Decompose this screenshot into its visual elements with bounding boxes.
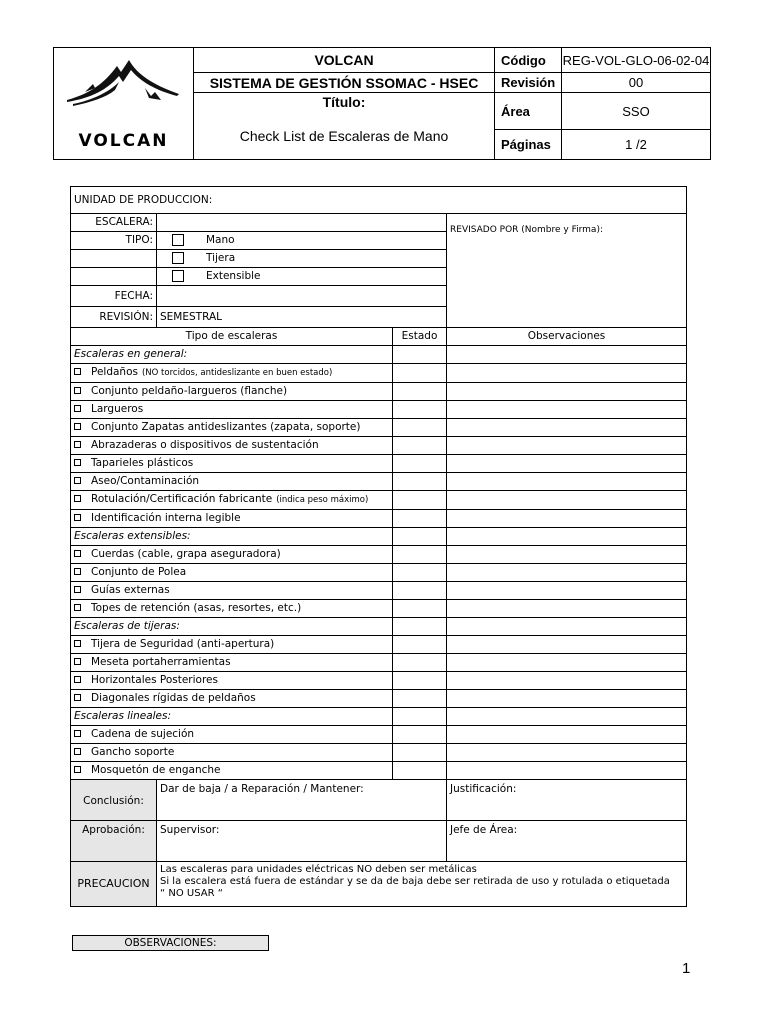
checklist-item-row (71, 510, 687, 528)
checklist-item-row (71, 491, 687, 510)
observaciones-field[interactable] (447, 690, 687, 708)
checklist-item-text: Rotulación/Certificación fabricante (91, 493, 273, 505)
tipo-option-label: Extensible (206, 270, 261, 282)
observaciones-field[interactable] (447, 636, 687, 654)
meta-label-revision: Revisión (495, 73, 562, 93)
observaciones-field[interactable] (447, 437, 687, 455)
checkbox-mano-icon[interactable] (172, 234, 184, 246)
tipo-option-tijera[interactable] (157, 250, 447, 268)
bullet-square-icon (74, 514, 81, 521)
checklist-item (71, 672, 393, 690)
conclusion-field[interactable]: Dar de baja / a Reparación / Mantener: (157, 780, 447, 821)
checklist-item (71, 437, 393, 455)
tipo-option-label: Tijera (206, 252, 236, 264)
document-title: Check List de Escaleras de Mano (239, 128, 449, 144)
checklist-item (71, 401, 393, 419)
checklist-item-text: Guías externas (91, 584, 170, 596)
checklist-item (71, 546, 393, 564)
revisado-por-field[interactable]: REVISADO POR (Nombre y Firma): (447, 214, 687, 328)
page-number: 1 (682, 960, 691, 977)
estado-field[interactable] (393, 437, 447, 455)
checklist-item (71, 636, 393, 654)
document-header (53, 47, 711, 160)
checklist-item (71, 726, 393, 744)
estado-cell (393, 528, 447, 546)
checklist-item-text: Peldaños (91, 366, 138, 378)
observaciones-cell (447, 346, 687, 364)
checklist-item-text: Mosquetón de enganche (91, 764, 221, 776)
bullet-square-icon (74, 676, 81, 683)
bullet-square-icon (74, 730, 81, 737)
observaciones-field[interactable] (447, 564, 687, 582)
revision-label: REVISIÓN: (71, 307, 157, 328)
checklist-item (71, 564, 393, 582)
checklist-item-note: (NO torcidos, antideslizante en buen estado) (141, 368, 333, 378)
checklist-item-row (71, 546, 687, 564)
checklist-item (71, 690, 393, 708)
checklist-item-row (71, 383, 687, 401)
checklist-item-text: Horizontales Posteriores (91, 674, 218, 686)
estado-field[interactable] (393, 762, 447, 780)
precaucion-line: Las escaleras para unidades eléctricas NO deben ser metálicas (160, 864, 477, 875)
checklist-item-row (71, 401, 687, 419)
section-title: Escaleras lineales: (71, 708, 393, 726)
section-row (71, 708, 687, 726)
checklist-item-text: Taparieles plásticos (91, 457, 194, 469)
section-row (71, 346, 687, 364)
supervisor-field[interactable]: Supervisor: (157, 821, 447, 862)
observaciones-field[interactable] (447, 600, 687, 618)
checkbox-extensible-icon[interactable] (172, 270, 184, 282)
observaciones-field[interactable] (447, 491, 687, 510)
checklist-item (71, 383, 393, 401)
checklist-item-text: Meseta portaherramientas (91, 656, 231, 668)
observaciones-field[interactable] (447, 364, 687, 383)
meta-value-codigo: REG-VOL-GLO-06-02-04 (562, 48, 711, 73)
observaciones-cell (447, 708, 687, 726)
logo-text: VOLCAN (78, 131, 169, 151)
precaucion-label: PRECAUCION (71, 862, 157, 907)
checkbox-tijera-icon[interactable] (172, 252, 184, 264)
checklist-body (71, 346, 687, 780)
checklist-item-row (71, 654, 687, 672)
bullet-square-icon (74, 423, 81, 430)
escalera-label: ESCALERA: (71, 214, 157, 232)
checklist-item-text: Largueros (91, 403, 144, 415)
observaciones-field[interactable] (447, 582, 687, 600)
section-title: Escaleras de tijeras: (71, 618, 393, 636)
checklist-item (71, 419, 393, 437)
estado-field[interactable] (393, 510, 447, 528)
observaciones-field[interactable] (447, 383, 687, 401)
checklist-item (71, 600, 393, 618)
checklist-item-row (71, 744, 687, 762)
precaucion-text (157, 862, 687, 907)
bullet-square-icon (74, 495, 81, 502)
checklist-item-text: Conjunto de Polea (91, 566, 187, 578)
checklist-item-row (71, 455, 687, 473)
meta-label-paginas: Páginas (495, 130, 562, 160)
checklist-item (71, 473, 393, 491)
estado-field[interactable] (393, 419, 447, 437)
checklist-item-text: Gancho soporte (91, 746, 175, 758)
title-label: Título: (322, 94, 366, 110)
observaciones-field[interactable] (447, 401, 687, 419)
bullet-square-icon (74, 441, 81, 448)
empty-cell (71, 250, 157, 268)
logo-cell (54, 48, 194, 160)
estado-field[interactable] (393, 636, 447, 654)
estado-field[interactable] (393, 455, 447, 473)
observaciones-field[interactable] (447, 726, 687, 744)
estado-cell (393, 618, 447, 636)
system-name: SISTEMA DE GESTIÓN SSOMAC - HSEC (194, 73, 495, 93)
checklist-item-text: Topes de retención (asas, resortes, etc.) (91, 602, 302, 614)
checklist-item-text: Cadena de sujeción (91, 728, 195, 740)
bullet-square-icon (74, 368, 81, 375)
bullet-square-icon (74, 586, 81, 593)
column-header-observaciones: Observaciones (447, 328, 687, 346)
bullet-square-icon (74, 550, 81, 557)
estado-field[interactable] (393, 364, 447, 383)
checklist-item-text: Aseo/Contaminación (91, 475, 200, 487)
estado-field[interactable] (393, 726, 447, 744)
bullet-square-icon (74, 604, 81, 611)
section-title: Escaleras en general: (71, 346, 393, 364)
checklist-item-row (71, 600, 687, 618)
checklist-item-row (71, 564, 687, 582)
meta-label-codigo: Código (495, 48, 562, 73)
column-header-estado: Estado (393, 328, 447, 346)
observaciones-field[interactable] (447, 510, 687, 528)
title-cell (194, 93, 495, 160)
company-name: VOLCAN (194, 48, 495, 73)
checklist-item-text: Tijera de Seguridad (anti-apertura) (91, 638, 275, 650)
checklist-item (71, 455, 393, 473)
tipo-option-label: Mano (206, 234, 235, 246)
checklist-item (71, 744, 393, 762)
tipo-option-mano[interactable] (157, 232, 447, 250)
estado-field[interactable] (393, 744, 447, 762)
observaciones-label: OBSERVACIONES: (72, 935, 269, 951)
checklist-item (71, 510, 393, 528)
tipo-label: TIPO: (71, 232, 157, 250)
justificacion-field[interactable]: Justificación: (447, 780, 687, 821)
column-header-tipo: Tipo de escaleras (71, 328, 393, 346)
empty-cell (71, 268, 157, 286)
observaciones-field[interactable] (447, 473, 687, 491)
estado-field[interactable] (393, 654, 447, 672)
checklist-item-row (71, 762, 687, 780)
section-title: Escaleras extensibles: (71, 528, 393, 546)
checklist-item-text: Abrazaderas o dispositivos de sustentación (91, 439, 319, 451)
observaciones-field[interactable] (447, 419, 687, 437)
meta-value-paginas: 1 /2 (562, 130, 711, 160)
observaciones-field[interactable] (447, 654, 687, 672)
checklist-item (71, 582, 393, 600)
estado-field[interactable] (393, 564, 447, 582)
checklist-item-row (71, 726, 687, 744)
bullet-square-icon (74, 387, 81, 394)
jefe-area-field[interactable]: Jefe de Área: (447, 821, 687, 862)
conclusion-label: Conclusión: (71, 780, 157, 821)
checklist-item-row (71, 364, 687, 383)
estado-field[interactable] (393, 473, 447, 491)
checklist-table (70, 186, 687, 907)
estado-field[interactable] (393, 401, 447, 419)
bullet-square-icon (74, 748, 81, 755)
observaciones-field[interactable] (447, 546, 687, 564)
meta-value-area: SSO (562, 93, 711, 130)
estado-field[interactable] (393, 582, 447, 600)
checklist-item-text: Conjunto peldaño-largueros (flanche) (91, 385, 288, 397)
estado-field[interactable] (393, 491, 447, 510)
observaciones-field[interactable] (447, 762, 687, 780)
estado-field[interactable] (393, 600, 447, 618)
tipo-option-extensible[interactable] (157, 268, 447, 286)
bullet-square-icon (74, 766, 81, 773)
estado-cell (393, 708, 447, 726)
checklist-item-row (71, 582, 687, 600)
checklist-item-row (71, 473, 687, 491)
bullet-square-icon (74, 568, 81, 575)
bullet-square-icon (74, 640, 81, 647)
section-row (71, 618, 687, 636)
escalera-field[interactable] (157, 214, 447, 232)
estado-field[interactable] (393, 383, 447, 401)
checklist-item-row (71, 437, 687, 455)
estado-cell (393, 346, 447, 364)
meta-value-revision: 00 (562, 73, 711, 93)
checklist-item (71, 654, 393, 672)
bullet-square-icon (74, 459, 81, 466)
estado-field[interactable] (393, 672, 447, 690)
fecha-label: FECHA: (71, 286, 157, 307)
observaciones-field[interactable] (447, 744, 687, 762)
observaciones-field[interactable] (447, 455, 687, 473)
precaucion-line: “ NO USAR “ (160, 888, 223, 899)
observaciones-field[interactable] (447, 672, 687, 690)
checklist-item-text: Identificación interna legible (91, 512, 241, 524)
checklist-item-row (71, 419, 687, 437)
checklist-item-row (71, 690, 687, 708)
section-row (71, 528, 687, 546)
checklist-item-row (71, 672, 687, 690)
checklist-item-note: (indica peso máximo) (276, 495, 369, 505)
checklist-item-text: Cuerdas (cable, grapa aseguradora) (91, 548, 281, 560)
checklist-item (71, 364, 393, 383)
estado-field[interactable] (393, 690, 447, 708)
revision-field: SEMESTRAL (157, 307, 447, 328)
aprobacion-label: Aprobación: (71, 821, 157, 862)
checklist-item (71, 491, 393, 510)
checklist-item-row (71, 636, 687, 654)
precaucion-line: Si la escalera está fuera de estándar y se da de baja debe ser retirada de uso y rotulada o etiquetada (160, 876, 670, 887)
checklist-item-text: Diagonales rígidas de peldaños (91, 692, 256, 704)
checklist-item (71, 762, 393, 780)
bullet-square-icon (74, 694, 81, 701)
meta-label-area: Área (495, 93, 562, 130)
observaciones-cell (447, 618, 687, 636)
unidad-produccion-field[interactable]: UNIDAD DE PRODUCCION: (71, 187, 687, 214)
fecha-field[interactable] (157, 286, 447, 307)
volcan-mountain-logo-icon (59, 48, 189, 128)
observaciones-cell (447, 528, 687, 546)
bullet-square-icon (74, 477, 81, 484)
bullet-square-icon (74, 405, 81, 412)
checklist-item-text: Conjunto Zapatas antideslizantes (zapata, soporte) (91, 421, 361, 433)
estado-field[interactable] (393, 546, 447, 564)
bullet-square-icon (74, 658, 81, 665)
